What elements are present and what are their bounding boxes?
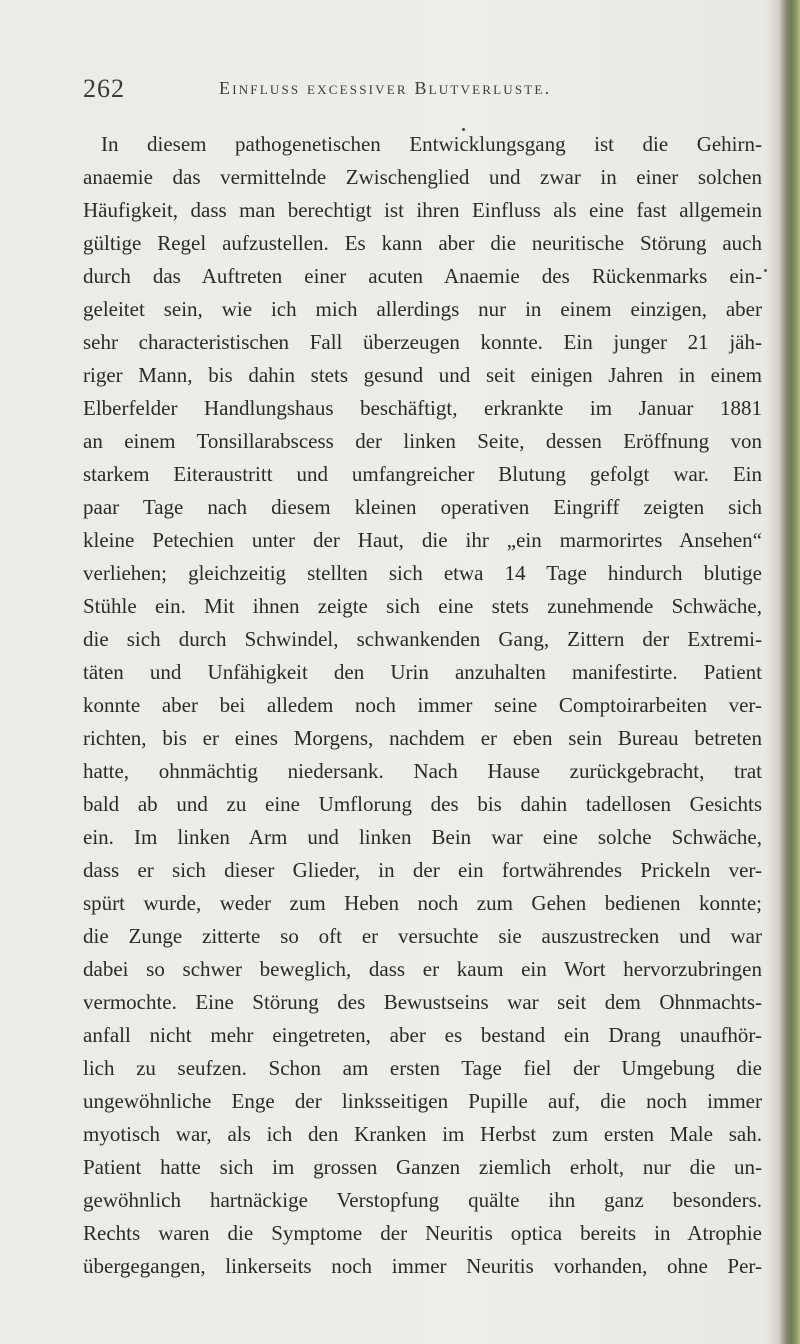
body-paragraph	[83, 128, 762, 1283]
text-line: dabei so schwer beweglich, dass er kaum ein Wort hervorzubringen	[83, 957, 762, 981]
text-line: die Zunge zitterte so oft er versuchte sie auszustrecken und war	[83, 924, 762, 948]
book-binding-edge	[780, 0, 800, 1344]
text-line: Patient hatte sich im grossen Ganzen ziemlich erholt, nur die un-	[83, 1155, 762, 1179]
text-line: anaemie das vermittelnde Zwischenglied und zwar in einer solchen	[83, 165, 762, 189]
text-line: täten und Unfähigkeit den Urin anzuhalten manifestirte. Patient	[83, 660, 762, 684]
text-line: riger Mann, bis dahin stets gesund und seit einigen Jahren in einem	[83, 363, 762, 387]
text-line: Rechts waren die Symptome der Neuritis optica bereits in Atrophie	[83, 1221, 762, 1245]
text-line: ungewöhnliche Enge der linksseitigen Pupille auf, die noch immer	[83, 1089, 762, 1113]
text-line: In diesem pathogenetischen Entwicklungsgang ist die Gehirn-	[101, 132, 762, 156]
text-line: gewöhnlich hartnäckige Verstopfung quälte ihn ganz besonders.	[83, 1188, 762, 1212]
text-line: verliehen; gleichzeitig stellten sich etwa 14 Tage hindurch blutige	[83, 561, 762, 585]
text-line: kleine Petechien unter der Haut, die ihr „ein marmorirtes Ansehen“	[83, 528, 762, 552]
text-line: starkem Eiteraustritt und umfangreicher Blutung gefolgt war. Ein	[83, 462, 762, 486]
page-gutter-shadow	[766, 0, 780, 1344]
text-line: an einem Tonsillarabscess der linken Seite, dessen Eröffnung von	[83, 429, 762, 453]
text-line: Elberfelder Handlungshaus beschäftigt, erkrankte im Januar 1881	[83, 396, 762, 420]
text-line: Häufigkeit, dass man berechtigt ist ihren Einfluss als eine fast allgemein	[83, 198, 762, 222]
text-line: lich zu seufzen. Schon am ersten Tage fiel der Umgebung die	[83, 1056, 762, 1080]
text-line: konnte aber bei alledem noch immer seine Comptoirarbeiten ver-	[83, 693, 762, 717]
text-line: paar Tage nach diesem kleinen operativen Eingriff zeigten sich	[83, 495, 762, 519]
text-line: anfall nicht mehr eingetreten, aber es bestand ein Drang unaufhör-	[83, 1023, 762, 1047]
text-line: übergegangen, linkerseits noch immer Neuritis vorhanden, ohne Per-	[83, 1254, 762, 1278]
text-line: gültige Regel aufzustellen. Es kann aber die neuritische Störung auch	[83, 231, 762, 255]
text-line: durch das Auftreten einer acuten Anaemie des Rückenmarks ein-	[83, 264, 762, 288]
text-line: Stühle ein. Mit ihnen zeigte sich eine stets zunehmende Schwäche,	[83, 594, 762, 618]
text-line: ein. Im linken Arm und linken Bein war eine solche Schwäche,	[83, 825, 762, 849]
text-line: geleitet sein, wie ich mich allerdings nur in einem einzigen, aber	[83, 297, 762, 321]
text-line: richten, bis er eines Morgens, nachdem er eben sein Bureau betreten	[83, 726, 762, 750]
text-line: bald ab und zu eine Umflorung des bis dahin tadellosen Gesichts	[83, 792, 762, 816]
running-head	[80, 74, 760, 104]
page-number: 262	[83, 74, 125, 103]
text-line: myotisch war, als ich den Kranken im Herbst zum ersten Male sah.	[83, 1122, 762, 1146]
text-line: sehr characteristischen Fall überzeugen konnte. Ein junger 21 jäh-	[83, 330, 762, 354]
print-speck	[764, 269, 767, 272]
running-head-title: Einfluss excessiver Blutverluste.	[219, 78, 552, 98]
text-line: vermochte. Eine Störung des Bewustseins war seit dem Ohnmachts-	[83, 990, 762, 1014]
text-line: die sich durch Schwindel, schwankenden Gang, Zittern der Extremi-	[83, 627, 762, 651]
text-line: dass er sich dieser Glieder, in der ein fortwährendes Prickeln ver-	[83, 858, 762, 882]
text-line: hatte, ohnmächtig niedersank. Nach Hause zurückgebracht, trat	[83, 759, 762, 783]
text-line: spürt wurde, weder zum Heben noch zum Gehen bedienen konnte;	[83, 891, 762, 915]
